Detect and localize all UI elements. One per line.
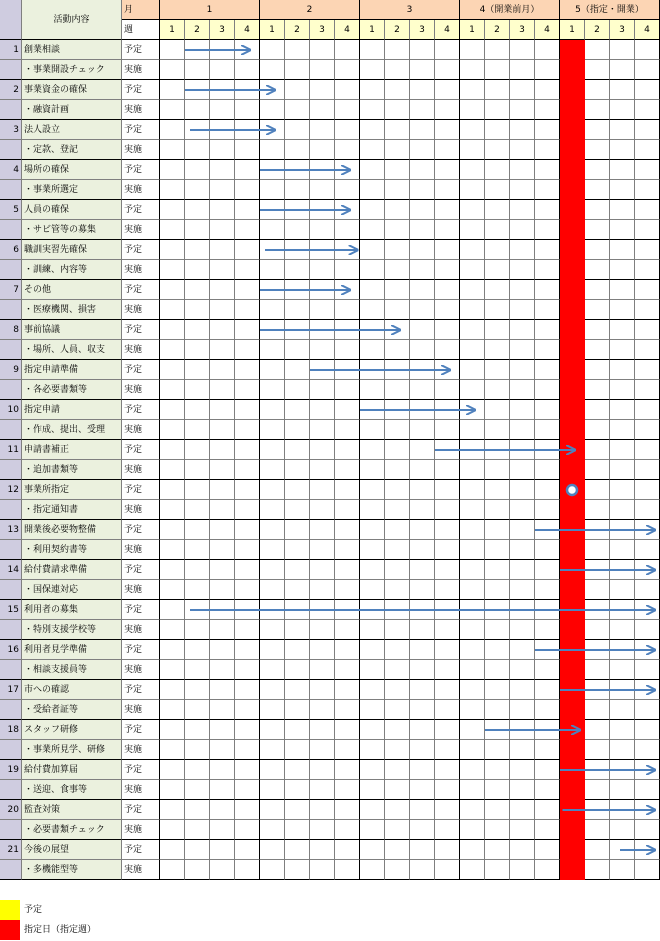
actual-label: 実施 bbox=[122, 100, 160, 120]
actual-label: 実施 bbox=[122, 420, 160, 440]
plan-label: 予定 bbox=[122, 200, 160, 220]
row-number: 7 bbox=[0, 280, 22, 300]
row-number: 20 bbox=[0, 800, 22, 820]
actual-label: 実施 bbox=[122, 260, 160, 280]
activity-detail: ・多機能型等 bbox=[22, 860, 122, 880]
actual-label: 実施 bbox=[122, 60, 160, 80]
activity-name: 指定申請準備 bbox=[22, 360, 122, 380]
plan-label: 予定 bbox=[122, 800, 160, 820]
week-header-3: 3 bbox=[210, 20, 235, 40]
row-number: 6 bbox=[0, 240, 22, 260]
activity-name: 法人設立 bbox=[22, 120, 122, 140]
activity-detail: ・受給者証等 bbox=[22, 700, 122, 720]
activity-name: 事前協議 bbox=[22, 320, 122, 340]
actual-label: 実施 bbox=[122, 580, 160, 600]
actual-label: 実施 bbox=[122, 820, 160, 840]
row-number: 19 bbox=[0, 760, 22, 780]
activity-detail: ・融資計画 bbox=[22, 100, 122, 120]
row-number: 12 bbox=[0, 480, 22, 500]
actual-label: 実施 bbox=[122, 540, 160, 560]
week-header-10: 2 bbox=[385, 20, 410, 40]
plan-label: 予定 bbox=[122, 760, 160, 780]
activity-detail: ・指定通知書 bbox=[22, 500, 122, 520]
actual-label: 実施 bbox=[122, 380, 160, 400]
activity-detail: ・利用契約書等 bbox=[22, 540, 122, 560]
week-header-5: 1 bbox=[260, 20, 285, 40]
row-number: 16 bbox=[0, 640, 22, 660]
plan-label: 予定 bbox=[122, 440, 160, 460]
activity-detail: ・必要書類チェック bbox=[22, 820, 122, 840]
row-number: 18 bbox=[0, 720, 22, 740]
plan-label: 予定 bbox=[122, 680, 160, 700]
row-number: 17 bbox=[0, 680, 22, 700]
legend-swatch-plan bbox=[0, 900, 20, 920]
legend-label-designation: 指定日（指定週） bbox=[24, 925, 97, 935]
activity-detail: ・国保連対応 bbox=[22, 580, 122, 600]
plan-label: 予定 bbox=[122, 120, 160, 140]
activity-name: 市への確認 bbox=[22, 680, 122, 700]
actual-label: 実施 bbox=[122, 460, 160, 480]
activity-name: 人員の確保 bbox=[22, 200, 122, 220]
actual-label: 実施 bbox=[122, 500, 160, 520]
month-label: 月 bbox=[122, 0, 160, 20]
plan-label: 予定 bbox=[122, 280, 160, 300]
activity-detail: ・定款、登記 bbox=[22, 140, 122, 160]
row-number: 4 bbox=[0, 160, 22, 180]
plan-label: 予定 bbox=[122, 840, 160, 860]
week-header-2: 2 bbox=[185, 20, 210, 40]
activity-detail: ・送迎、食事等 bbox=[22, 780, 122, 800]
actual-label: 実施 bbox=[122, 780, 160, 800]
activity-detail: ・事業開設チェック bbox=[22, 60, 122, 80]
activity-detail: ・特別支援学校等 bbox=[22, 620, 122, 640]
week-header-14: 2 bbox=[485, 20, 510, 40]
actual-label: 実施 bbox=[122, 300, 160, 320]
week-header-18: 2 bbox=[585, 20, 610, 40]
activity-name: その他 bbox=[22, 280, 122, 300]
plan-label: 予定 bbox=[122, 320, 160, 340]
actual-label: 実施 bbox=[122, 140, 160, 160]
plan-label: 予定 bbox=[122, 240, 160, 260]
plan-label: 予定 bbox=[122, 360, 160, 380]
row-number: 1 bbox=[0, 40, 22, 60]
month-header-2: 2 bbox=[260, 0, 360, 20]
row-number: 8 bbox=[0, 320, 22, 340]
month-header-4: 4（開業前月） bbox=[460, 0, 560, 20]
actual-label: 実施 bbox=[122, 660, 160, 680]
row-number: 3 bbox=[0, 120, 22, 140]
actual-label: 実施 bbox=[122, 620, 160, 640]
week-header-15: 3 bbox=[510, 20, 535, 40]
activity-name: 場所の確保 bbox=[22, 160, 122, 180]
activity-detail: ・事業所選定 bbox=[22, 180, 122, 200]
legend-swatch-designation bbox=[0, 920, 20, 940]
week-header-11: 3 bbox=[410, 20, 435, 40]
plan-label: 予定 bbox=[122, 640, 160, 660]
activity-detail: ・各必要書類等 bbox=[22, 380, 122, 400]
row-number: 11 bbox=[0, 440, 22, 460]
plan-label: 予定 bbox=[122, 520, 160, 540]
row-number: 10 bbox=[0, 400, 22, 420]
activity-name: 給付費請求準備 bbox=[22, 560, 122, 580]
month-header-1: 1 bbox=[160, 0, 260, 20]
actual-label: 実施 bbox=[122, 340, 160, 360]
activity-name: 給付費加算届 bbox=[22, 760, 122, 780]
activity-name: 職訓実習先確保 bbox=[22, 240, 122, 260]
row-number: 5 bbox=[0, 200, 22, 220]
row-number: 13 bbox=[0, 520, 22, 540]
month-header-3: 3 bbox=[360, 0, 460, 20]
activity-detail: ・作成、提出、受理 bbox=[22, 420, 122, 440]
week-header-19: 3 bbox=[610, 20, 635, 40]
activity-detail: ・追加書類等 bbox=[22, 460, 122, 480]
week-header-8: 4 bbox=[335, 20, 360, 40]
activity-detail: ・事業所見学、研修 bbox=[22, 740, 122, 760]
week-header-12: 4 bbox=[435, 20, 460, 40]
activity-detail: ・医療機関、損害 bbox=[22, 300, 122, 320]
week-header-13: 1 bbox=[460, 20, 485, 40]
week-header-7: 3 bbox=[310, 20, 335, 40]
plan-label: 予定 bbox=[122, 600, 160, 620]
actual-label: 実施 bbox=[122, 700, 160, 720]
plan-label: 予定 bbox=[122, 160, 160, 180]
plan-label: 予定 bbox=[122, 400, 160, 420]
legend-label-plan: 予定 bbox=[24, 905, 43, 915]
plan-label: 予定 bbox=[122, 560, 160, 580]
week-header-17: 1 bbox=[560, 20, 585, 40]
plan-label: 予定 bbox=[122, 480, 160, 500]
activity-name: 利用者見学準備 bbox=[22, 640, 122, 660]
activity-name: 指定申請 bbox=[22, 400, 122, 420]
activity-detail: ・相談支援員等 bbox=[22, 660, 122, 680]
week-header-20: 4 bbox=[635, 20, 660, 40]
actual-label: 実施 bbox=[122, 860, 160, 880]
row-number: 9 bbox=[0, 360, 22, 380]
row-number: 2 bbox=[0, 80, 22, 100]
week-header-4: 4 bbox=[235, 20, 260, 40]
week-header-16: 4 bbox=[535, 20, 560, 40]
plan-label: 予定 bbox=[122, 80, 160, 100]
activity-name: 今後の展望 bbox=[22, 840, 122, 860]
plan-label: 予定 bbox=[122, 720, 160, 740]
plan-label: 予定 bbox=[122, 40, 160, 60]
week-header-1: 1 bbox=[160, 20, 185, 40]
activity-name: 利用者の募集 bbox=[22, 600, 122, 620]
designation-marker bbox=[567, 485, 577, 495]
activity-name: 申請書補正 bbox=[22, 440, 122, 460]
activity-name: 事業所指定 bbox=[22, 480, 122, 500]
activity-title: 活動内容 bbox=[22, 0, 122, 40]
week-header-9: 1 bbox=[360, 20, 385, 40]
actual-label: 実施 bbox=[122, 220, 160, 240]
actual-label: 実施 bbox=[122, 180, 160, 200]
activity-detail: ・サビ管等の募集 bbox=[22, 220, 122, 240]
month-header-5: 5（指定・開業） bbox=[560, 0, 660, 20]
activity-detail: ・訓練、内容等 bbox=[22, 260, 122, 280]
week-header-6: 2 bbox=[285, 20, 310, 40]
row-number: 21 bbox=[0, 840, 22, 860]
activity-name: 事業資金の確保 bbox=[22, 80, 122, 100]
week-label: 週 bbox=[122, 20, 160, 40]
activity-name: 監査対策 bbox=[22, 800, 122, 820]
activity-name: スタッフ研修 bbox=[22, 720, 122, 740]
row-number: 14 bbox=[0, 560, 22, 580]
activity-name: 開業後必要物整備 bbox=[22, 520, 122, 540]
activity-detail: ・場所、人員、収支 bbox=[22, 340, 122, 360]
actual-label: 実施 bbox=[122, 740, 160, 760]
activity-name: 創業相談 bbox=[22, 40, 122, 60]
row-number: 15 bbox=[0, 600, 22, 620]
